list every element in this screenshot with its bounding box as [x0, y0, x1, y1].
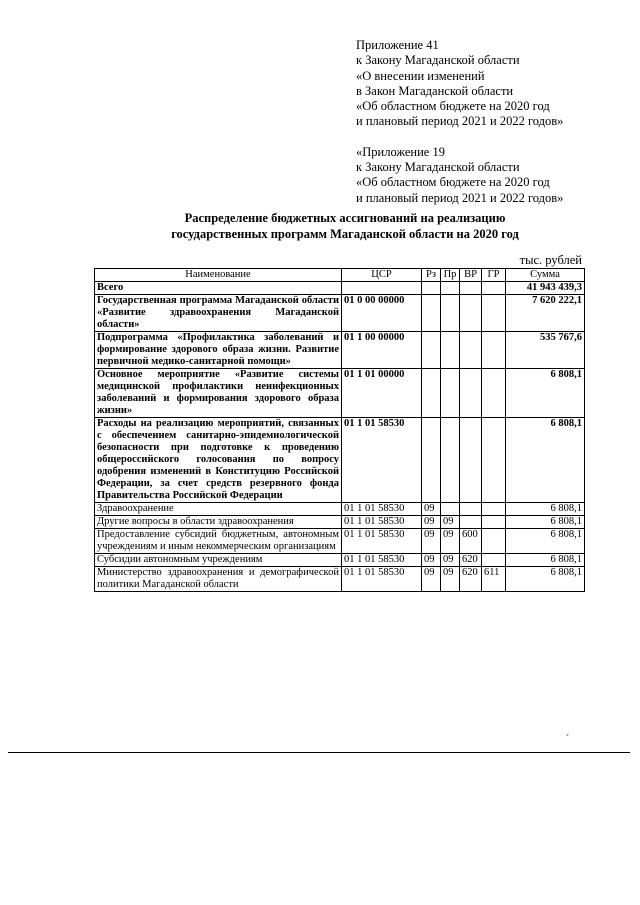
- document-title: [95, 211, 595, 242]
- table-header-row: [95, 269, 585, 282]
- cell-gr: [482, 516, 506, 529]
- cell-rz: [422, 332, 441, 369]
- table-row: [95, 282, 585, 295]
- appendix-line: к Закону Магаданской области: [356, 53, 520, 68]
- budget-table: [94, 268, 585, 592]
- cell-sum: 6 808,1: [506, 529, 585, 554]
- cell-vr: [460, 282, 482, 295]
- cell-csr: 01 1 01 00000: [342, 369, 422, 418]
- appendix-header: [356, 38, 636, 206]
- cell-sum: 7 620 222,1: [506, 295, 585, 332]
- table-row: [95, 332, 585, 369]
- cell-name: Основное мероприятие «Развитие системы медицинской профилактики неинфекционных заболеваний и формирования здорового образа жизни»: [95, 369, 342, 418]
- cell-csr: [342, 282, 422, 295]
- cell-pr: [441, 282, 460, 295]
- cell-csr: 01 1 01 58530: [342, 418, 422, 503]
- cell-name: Другие вопросы в области здравоохранения: [95, 516, 342, 529]
- table-row: [95, 503, 585, 516]
- cell-pr: [441, 369, 460, 418]
- cell-sum: 41 943 439,3: [506, 282, 585, 295]
- cell-name: Предоставление субсидий бюджетным, автономным учреждениям и иным некоммерческим организациям: [95, 529, 342, 554]
- cell-sum: 6 808,1: [506, 369, 585, 418]
- title-line-2: государственных программ Магаданской области на 2020 год: [171, 226, 519, 241]
- cell-gr: 611: [482, 567, 506, 592]
- cell-vr: 600: [460, 529, 482, 554]
- cell-rz: 09: [422, 554, 441, 567]
- cell-vr: 620: [460, 567, 482, 592]
- cell-gr: [482, 295, 506, 332]
- cell-rz: 09: [422, 529, 441, 554]
- cell-csr: 01 1 01 58530: [342, 567, 422, 592]
- cell-csr: 01 1 00 00000: [342, 332, 422, 369]
- cell-csr: 01 1 01 58530: [342, 516, 422, 529]
- header-name: Наименование: [95, 269, 342, 282]
- cell-csr: 01 0 00 00000: [342, 295, 422, 332]
- cell-rz: 09: [422, 503, 441, 516]
- appendix-line: Приложение 41: [356, 38, 439, 52]
- cell-csr: 01 1 01 58530: [342, 503, 422, 516]
- appendix-line: «Об областном бюджете на 2020 год: [356, 175, 550, 190]
- cell-gr: [482, 529, 506, 554]
- header-gr: ГР: [482, 269, 506, 282]
- cell-rz: [422, 295, 441, 332]
- cell-csr: 01 1 01 58530: [342, 529, 422, 554]
- bottom-divider: [8, 752, 630, 753]
- appendix-line: к Закону Магаданской области: [356, 160, 520, 175]
- cell-vr: 620: [460, 554, 482, 567]
- table-row: [95, 295, 585, 332]
- cell-gr: [482, 332, 506, 369]
- cell-csr: 01 1 01 58530: [342, 554, 422, 567]
- cell-sum: 6 808,1: [506, 554, 585, 567]
- cell-name: Субсидии автономным учреждениям: [95, 554, 342, 567]
- appendix-line: «О внесении изменений: [356, 68, 485, 83]
- cell-name: Министерство здравоохранения и демографической политики Магаданской области: [95, 567, 342, 592]
- cell-sum: 6 808,1: [506, 418, 585, 503]
- table-row: [95, 529, 585, 554]
- cell-name: Здравоохранение: [95, 503, 342, 516]
- appendix-line: «Приложение 19: [356, 144, 445, 159]
- cell-gr: [482, 503, 506, 516]
- cell-pr: 09: [441, 567, 460, 592]
- cell-pr: [441, 332, 460, 369]
- cell-vr: [460, 418, 482, 503]
- cell-pr: [441, 418, 460, 503]
- cell-pr: 09: [441, 516, 460, 529]
- table-row: [95, 418, 585, 503]
- cell-sum: 535 767,6: [506, 332, 585, 369]
- header-vr: ВР: [460, 269, 482, 282]
- appendix-line: в Закон Магаданской области: [356, 83, 514, 98]
- cell-rz: [422, 418, 441, 503]
- cell-sum: 6 808,1: [506, 567, 585, 592]
- appendix-line: «Об областном бюджете на 2020 год: [356, 99, 550, 114]
- table-row: [95, 369, 585, 418]
- cell-name: Расходы на реализацию мероприятий, связанных с обеспечением санитарно-эпидемиологической безопасности при подготовке к проведению общероссийского голосования по вопросу одобрения изменений в Конституцию Российской Федерации, за счет средств резервного фонда Правительства Российской Федерации: [95, 418, 342, 503]
- cell-rz: [422, 369, 441, 418]
- header-rz: Рз: [422, 269, 441, 282]
- cell-rz: [422, 282, 441, 295]
- appendix-line: и плановый период 2021 и 2022 годов»: [356, 114, 564, 129]
- cell-name: Подпрограмма «Профилактика заболеваний и формирование здорового образа жизни. Развитие первичной медико-санитарной помощи»: [95, 332, 342, 369]
- cell-vr: [460, 295, 482, 332]
- cell-rz: 09: [422, 516, 441, 529]
- cell-gr: [482, 282, 506, 295]
- cell-gr: [482, 554, 506, 567]
- cell-vr: [460, 332, 482, 369]
- cell-sum: 6 808,1: [506, 516, 585, 529]
- cell-pr: 09: [441, 529, 460, 554]
- cell-rz: 09: [422, 567, 441, 592]
- cell-vr: [460, 503, 482, 516]
- table-row: [95, 567, 585, 592]
- cell-pr: 09: [441, 554, 460, 567]
- scan-mark: ˇ: [566, 733, 569, 742]
- header-pr: Пр: [441, 269, 460, 282]
- appendix-line: и плановый период 2021 и 2022 годов»: [356, 190, 564, 205]
- header-csr: ЦСР: [342, 269, 422, 282]
- cell-gr: [482, 418, 506, 503]
- cell-pr: [441, 503, 460, 516]
- units-label: тыс. рублей: [519, 253, 582, 267]
- cell-name: Государственная программа Магаданской области «Развитие здравоохранения Магаданской области»: [95, 295, 342, 332]
- table-row: [95, 516, 585, 529]
- cell-gr: [482, 369, 506, 418]
- cell-name: Всего: [95, 282, 342, 295]
- title-line-1: Распределение бюджетных ассигнований на реализацию: [184, 211, 506, 225]
- cell-vr: [460, 369, 482, 418]
- cell-sum: 6 808,1: [506, 503, 585, 516]
- cell-vr: [460, 516, 482, 529]
- header-sum: Сумма: [506, 269, 585, 282]
- cell-pr: [441, 295, 460, 332]
- table-row: [95, 554, 585, 567]
